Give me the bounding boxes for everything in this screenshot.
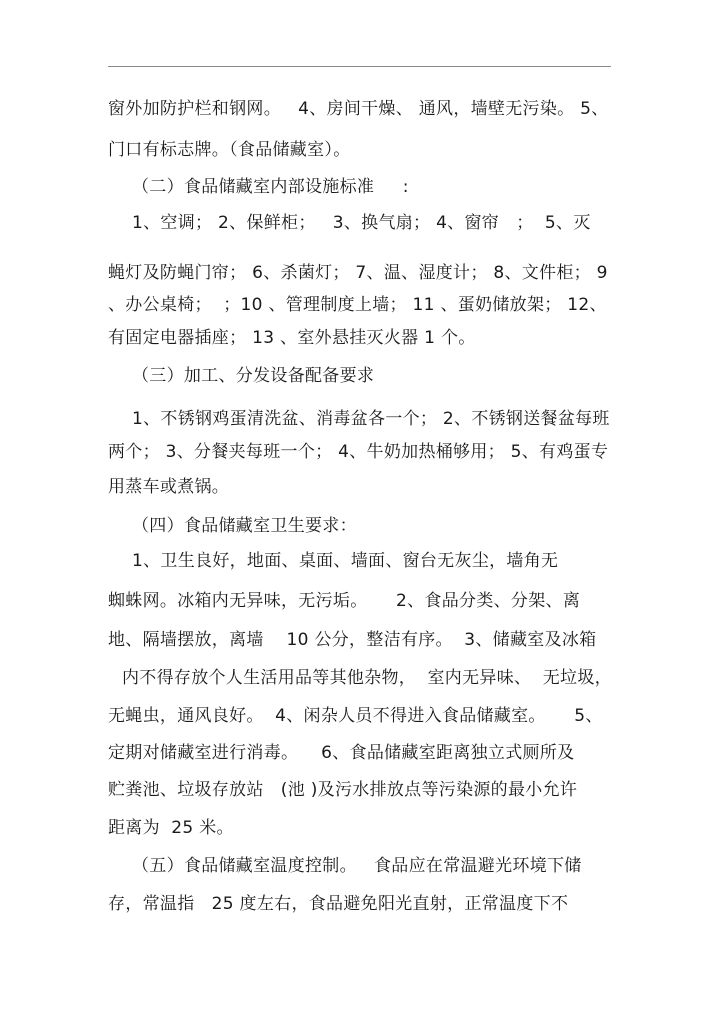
section-heading: （二）食品储藏室内部设施标准 : — [132, 177, 409, 197]
section-heading: （三）加工、分发设备配备要求 — [132, 366, 375, 386]
text-line: 、办公桌椅； ；10 、管理制度上墙； 11 、蛋奶储放架； 12、 — [108, 295, 607, 315]
text-line: 1、空调； 2、保鲜柜； 3、换气扇； 4、窗帘 ； 5、灭 — [132, 213, 591, 233]
text-line: 存，常温指 25 度左右，食品避免阳光直射，正常温度下不 — [108, 894, 569, 914]
text-line: 两个； 3、分餐夹每班一个； 4、牛奶加热桶够用； 5、有鸡蛋专 — [108, 442, 609, 462]
text-line: 门口有标志牌。（食品储藏室）。 — [108, 140, 351, 160]
text-line: 贮粪池、垃圾存放站 (池 )及污水排放点等污染源的最小允许 — [108, 780, 578, 800]
text-line: 定期对储藏室进行消毒。 6、食品储藏室距离独立式厕所及 — [108, 743, 575, 763]
section-heading: （五）食品储藏室温度控制。 食品应在常温避光环境下储 — [132, 856, 582, 876]
text-line: 蜘蛛网。冰箱内无异味，无污垢。 2、食品分类、分架、离 — [108, 591, 581, 611]
header-divider — [108, 66, 611, 67]
text-line: 窗外加防护栏和钢网。 4、房间干燥、 通风，墙壁无污染。 5、 — [108, 99, 609, 119]
text-line: 有固定电器插座； 13 、室外悬挂灭火器 1 个。 — [108, 328, 476, 348]
text-line: 1、卫生良好，地面、桌面、墙面、窗台无灰尘，墙角无 — [132, 551, 559, 571]
text-line: 无蝇虫，通风良好。 4、闲杂人员不得进入食品储藏室。 5、 — [108, 706, 603, 726]
text-line: 地、隔墙摆放，离墙 10 公分，整洁有序。 3、储藏室及冰箱 — [108, 630, 597, 650]
text-line: 内不得存放个人生活用品等其他杂物， 室内无异味、 无垃圾， — [122, 668, 612, 688]
text-line: 用蒸车或煮锅。 — [108, 477, 230, 497]
text-line: 蝇灯及防蝇门帘； 6、杀菌灯； 7、温、湿度计； 8、文件柜； 9 — [108, 263, 608, 283]
text-line: 距离为 25 米。 — [108, 818, 234, 838]
text-line: 1、不锈钢鸡蛋清洗盆、消毒盆各一个； 2、不锈钢送餐盆每班 — [132, 409, 610, 429]
section-heading: （四）食品储藏室卫生要求： — [132, 516, 357, 536]
